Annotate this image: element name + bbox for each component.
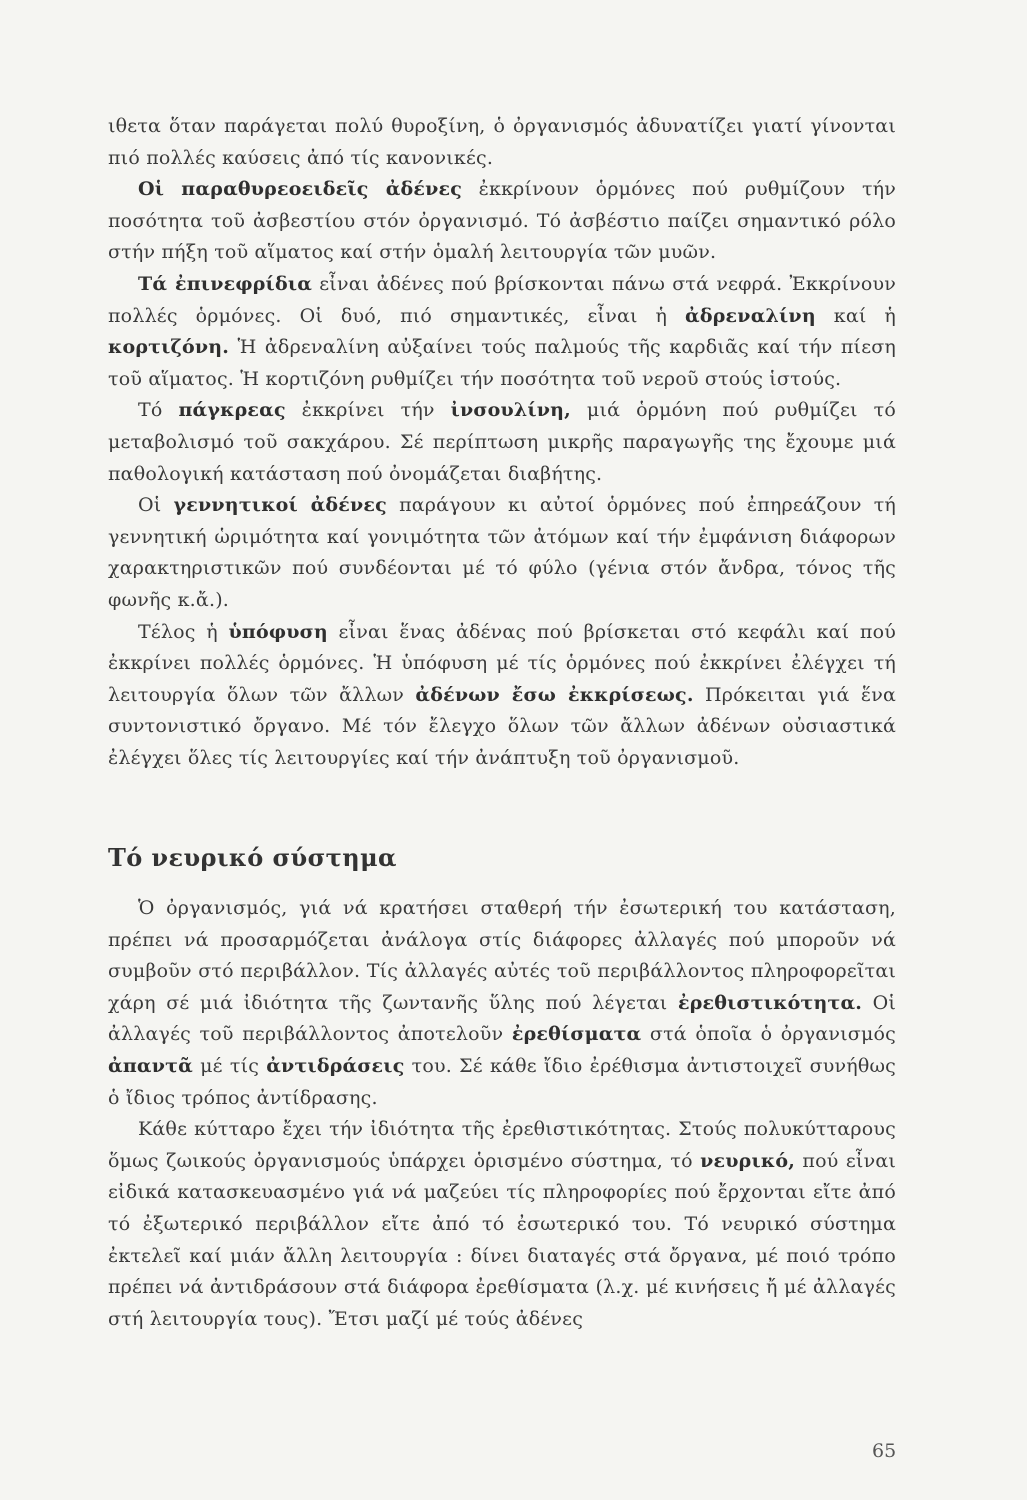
term-parathyroid-glands: Οἱ παραθυρεοειδεῖς ἀδένες [138,178,463,201]
term-pancreas: πάγκρεας [178,399,286,422]
term-stimuli: ἐρεθίσματα [511,1023,642,1046]
paragraph-thyroxine: ιθετα ὅταν παράγεται πολύ θυροξίνη, ὁ ὀργανισμός ἀδυνατίζει γιατί γίνονται πιό πολλές καύσεις ἀπό τίς κανονικές. [108,115,896,169]
section-heading: Τό νευρικό σύστημα [108,843,397,872]
paragraph-gonads: Οἱ γεννητικοί ἀδένες παράγουν κι αὐτοί ὁρμόνες πού ἐπηρεάζουν τή γεννητική ὡριμότητα καί γονιμότητα τῶν ἀτόμων καί τήν ἐμφάνιση διάφορων χαρακτηριστικῶν πού συνδέονται μέ τό φύλο (γένια στόν ἄνδρα, τόνος τῆς φωνῆς κ.ἄ.). [108,494,896,611]
term-adrenal-glands: Τά ἐπινεφρίδια [138,272,313,295]
term-responds: ἀπαντᾶ [108,1054,193,1077]
paragraph-irritability: Ὁ ὀργανισμός, γιά νά κρατήσει σταθερή τήν ἐσωτερική του κατάσταση, πρέπει νά προσαρμόζεται ἀνάλογα στίς διάφορες ἀλλαγές πού μποροῦν νά συμβοῦν στό περιβάλλον. Τίς ἀλλαγές αὐτές τοῦ περιβάλλοντος πληροφορεῖται χάρη σέ μιά ἰδιότητα τῆς ζωντανῆς ὕλης πού λέγεται ἐρεθιστικότητα. Οἱ ἀλλαγές τοῦ περιβάλλοντος ἀποτελοῦν ἐρεθίσματα στά ὁποῖα ὁ ὀργανισμός ἀπαντᾶ μέ τίς ἀντιδράσεις του. Σέ κάθε ἴδιο ἐρέθισμα ἀντιστοιχεῖ συνήθως ὁ ἴδιος τρόπος ἀντίδρασης. [108,897,896,1109]
paragraph-parathyroid: Οἱ παραθυρεοειδεῖς ἀδένες ἐκκρίνουν ὁρμόνες πού ρυθμίζουν τήν ποσότητα τοῦ ἀσβεστίου στόν ὀργανισμό. Τό ἀσβέστιο παίζει σημαντικό ρόλο στήν πήξη τοῦ αἵματος καί στήν ὁμαλή λειτουργία τῶν μυῶν. [108,178,896,264]
term-cortisone: κορτιζόνη. [108,336,230,359]
paragraph-nervous-system: Κάθε κύτταρο ἔχει τήν ἰδιότητα τῆς ἐρεθιστικότητας. Στούς πολυκύτταρους ὅμως ζωικούς ὀργανισμούς ὑπάρχει ὁρισμένο σύστημα, τό νευρικό, πού εἶναι εἰδικά κατασκευασμένο γιά νά μαζεύει τίς πληροφορίες πού ἔρχονται εἴτε ἀπό τό ἐξωτερικό περιβάλλον εἴτε ἀπό τό ἐσωτερικό του. Τό νευρικό σύστημα ἐκτελεῖ καί μιάν ἄλλη λειτουργία : δίνει διαταγές στά ὄργανα, μέ ποιό τρόπο πρέπει νά ἀντιδράσουν στά διάφορα ἐρεθίσματα (λ.χ. μέ κινήσεις ἤ μέ ἀλλαγές στή λειτουργία τους). Ἔτσι μαζί μέ τούς ἀδένες [108,1118,896,1330]
term-adrenaline: ἀδρεναλίνη [685,304,816,327]
paragraph-pituitary: Τέλος ἡ ὑπόφυση εἶναι ἕνας ἀδένας πού βρίσκεται στό κεφάλι καί πού ἐκκρίνει πολλές ὁρμόνες. Ἡ ὑπόφυση μέ τίς ὁρμόνες πού ἐκκρίνει ἐλέγχει τή λειτουργία ὅλων τῶν ἄλλων ἀδένων ἔσω ἐκκρίσεως. Πρόκειται γιά ἕνα συντονιστικό ὄργανο. Μέ τόν ἔλεγχο ὅλων τῶν ἄλλων ἀδένων οὐσιαστικά ἐλέγχει ὅλες τίς λειτουργίες καί τήν ἀνάπτυξη τοῦ ὀργανισμοῦ. [108,620,896,769]
term-pituitary: ὑπόφυση [228,620,328,643]
paragraph-pancreas: Τό πάγκρεας ἐκκρίνει τήν ἰνσουλίνη, μιά ὁρμόνη πού ρυθμίζει τό μεταβολισμό τοῦ σακχάρου. Σέ περίπτωση μικρῆς παραγωγῆς της ἔχουμε μιά παθολογική κατάσταση πού ὀνομάζεται διαβήτης. [108,399,896,485]
term-nervous: νευρικό, [700,1149,796,1172]
page-number: 65 [872,1440,897,1462]
term-reactions: ἀντιδράσεις [266,1054,405,1077]
nervous-system-section [108,893,896,1335]
paragraph-adrenal: Τά ἐπινεφρίδια εἶναι ἀδένες πού βρίσκονται πάνω στά νεφρά. Ἐκκρίνουν πολλές ὁρμόνες. Οἱ δυό, πιό σημαντικές, εἶναι ἡ ἀδρεναλίνη καί ἡ κορτιζόνη. Ἡ ἀδρεναλίνη αὐξαίνει τούς παλμούς τῆς καρδιᾶς καί τήν πίεση τοῦ αἵματος. Ἡ κορτιζόνη ρυθμίζει τήν ποσότητα τοῦ νεροῦ στούς ἱστούς. [108,272,896,390]
term-insulin: ἰνσουλίνη, [450,399,571,422]
term-endocrine-glands: ἀδένων ἔσω ἐκκρίσεως. [415,683,694,706]
term-irritability: ἐρεθιστικότητα. [677,991,863,1014]
term-gonads: γεννητικοί ἀδένες [173,494,387,517]
endocrine-glands-section [108,111,896,774]
